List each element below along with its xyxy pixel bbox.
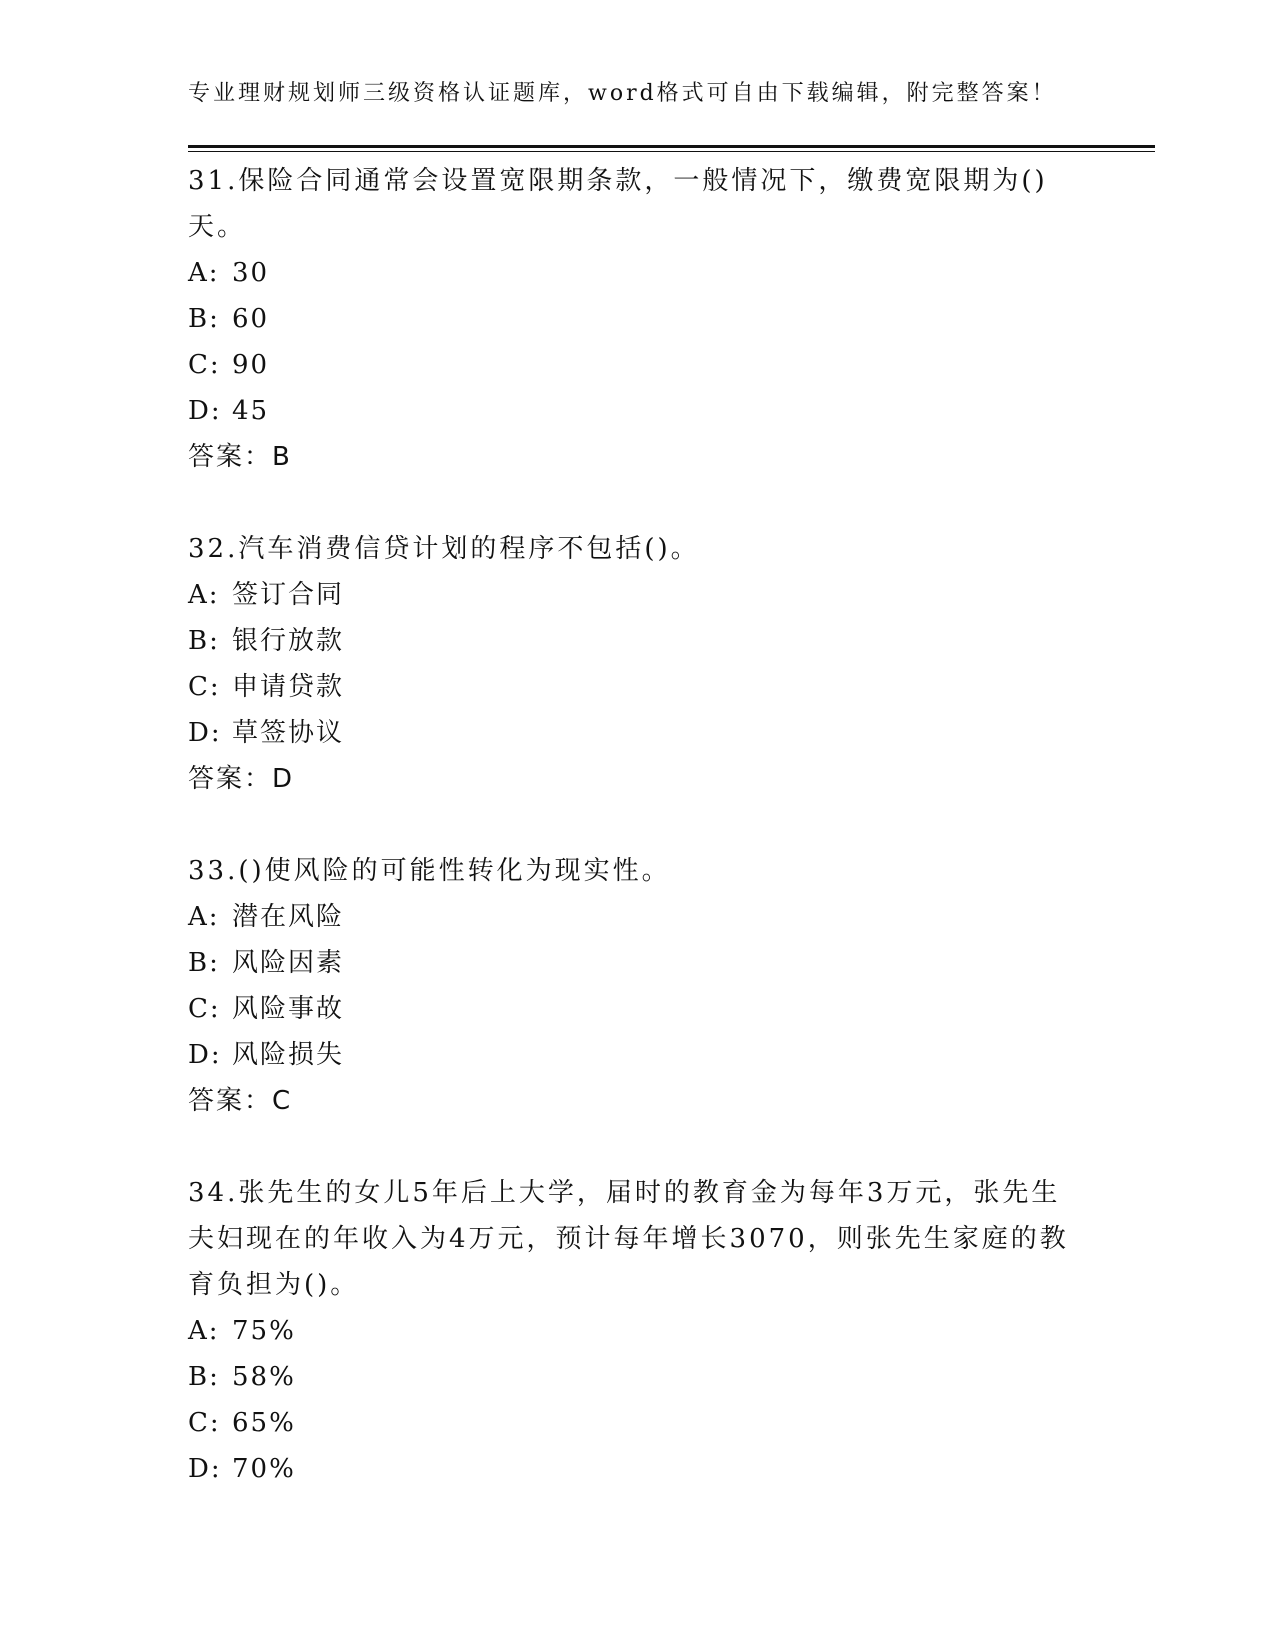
option-letter: A: xyxy=(188,580,220,610)
option-d xyxy=(188,1446,1088,1492)
option-d xyxy=(188,388,1088,434)
option-a xyxy=(188,250,1088,296)
option-text: 银行放款 xyxy=(232,626,345,656)
answer-line: 答案：D xyxy=(188,764,295,794)
option-c xyxy=(188,1400,1088,1446)
option-c xyxy=(188,664,1088,710)
option-b xyxy=(188,618,1088,664)
option-d xyxy=(188,1032,1088,1078)
option-letter: C: xyxy=(188,672,221,702)
option-text: 75% xyxy=(232,1316,296,1346)
option-letter: C: xyxy=(188,350,221,380)
option-b xyxy=(188,940,1088,986)
question-31 xyxy=(188,158,1088,480)
option-text: 45 xyxy=(232,396,270,426)
question-34 xyxy=(188,1170,1088,1492)
option-letter: C: xyxy=(188,994,221,1024)
option-letter: B: xyxy=(188,948,220,978)
question-stem: 31.保险合同通常会设置宽限期条款，一般情况下，缴费宽限期为()天。 xyxy=(188,166,1048,242)
option-text: 申请贷款 xyxy=(232,672,345,702)
option-a xyxy=(188,894,1088,940)
option-text: 65% xyxy=(232,1408,296,1438)
option-letter: A: xyxy=(188,1316,220,1346)
option-b xyxy=(188,296,1088,342)
option-letter: D: xyxy=(188,396,222,426)
option-b xyxy=(188,1354,1088,1400)
option-c xyxy=(188,986,1088,1032)
option-text: 58% xyxy=(232,1362,296,1392)
option-letter: A: xyxy=(188,258,220,288)
question-stem: 32.汽车消费信贷计划的程序不包括()。 xyxy=(188,534,700,564)
option-text: 60 xyxy=(232,304,270,334)
option-letter: A: xyxy=(188,902,220,932)
header-rule-thick xyxy=(188,145,1155,148)
question-33 xyxy=(188,848,1088,1124)
question-32 xyxy=(188,526,1088,802)
question-stem: 33.()使风险的可能性转化为现实性。 xyxy=(188,856,671,886)
answer-line: 答案：B xyxy=(188,442,292,472)
page-header: 专业理财规划师三级资格认证题库，word格式可自由下载编辑，附完整答案！ xyxy=(188,81,1057,106)
option-text: 70% xyxy=(232,1454,296,1484)
question-list xyxy=(188,158,1088,1492)
option-text: 签订合同 xyxy=(232,580,345,610)
question-stem: 34.张先生的女儿5年后上大学，届时的教育金为每年3万元，张先生夫妇现在的年收入为4万元，预计每年增长3070，则张先生家庭的教育负担为()。 xyxy=(188,1178,1069,1300)
option-text: 风险因素 xyxy=(232,948,345,978)
option-text: 潜在风险 xyxy=(232,902,345,932)
option-a xyxy=(188,1308,1088,1354)
option-letter: B: xyxy=(188,1362,220,1392)
option-text: 风险事故 xyxy=(232,994,345,1024)
option-text: 风险损失 xyxy=(232,1040,345,1070)
option-letter: D: xyxy=(188,718,222,748)
option-letter: D: xyxy=(188,1040,222,1070)
header-rule-thin xyxy=(188,151,1155,152)
option-letter: D: xyxy=(188,1454,222,1484)
option-text: 草签协议 xyxy=(232,718,345,748)
option-letter: C: xyxy=(188,1408,221,1438)
answer-line: 答案：C xyxy=(188,1086,293,1116)
option-letter: B: xyxy=(188,304,220,334)
option-a xyxy=(188,572,1088,618)
option-text: 30 xyxy=(232,258,270,288)
option-text: 90 xyxy=(232,350,270,380)
option-c xyxy=(188,342,1088,388)
option-letter: B: xyxy=(188,626,220,656)
option-d xyxy=(188,710,1088,756)
